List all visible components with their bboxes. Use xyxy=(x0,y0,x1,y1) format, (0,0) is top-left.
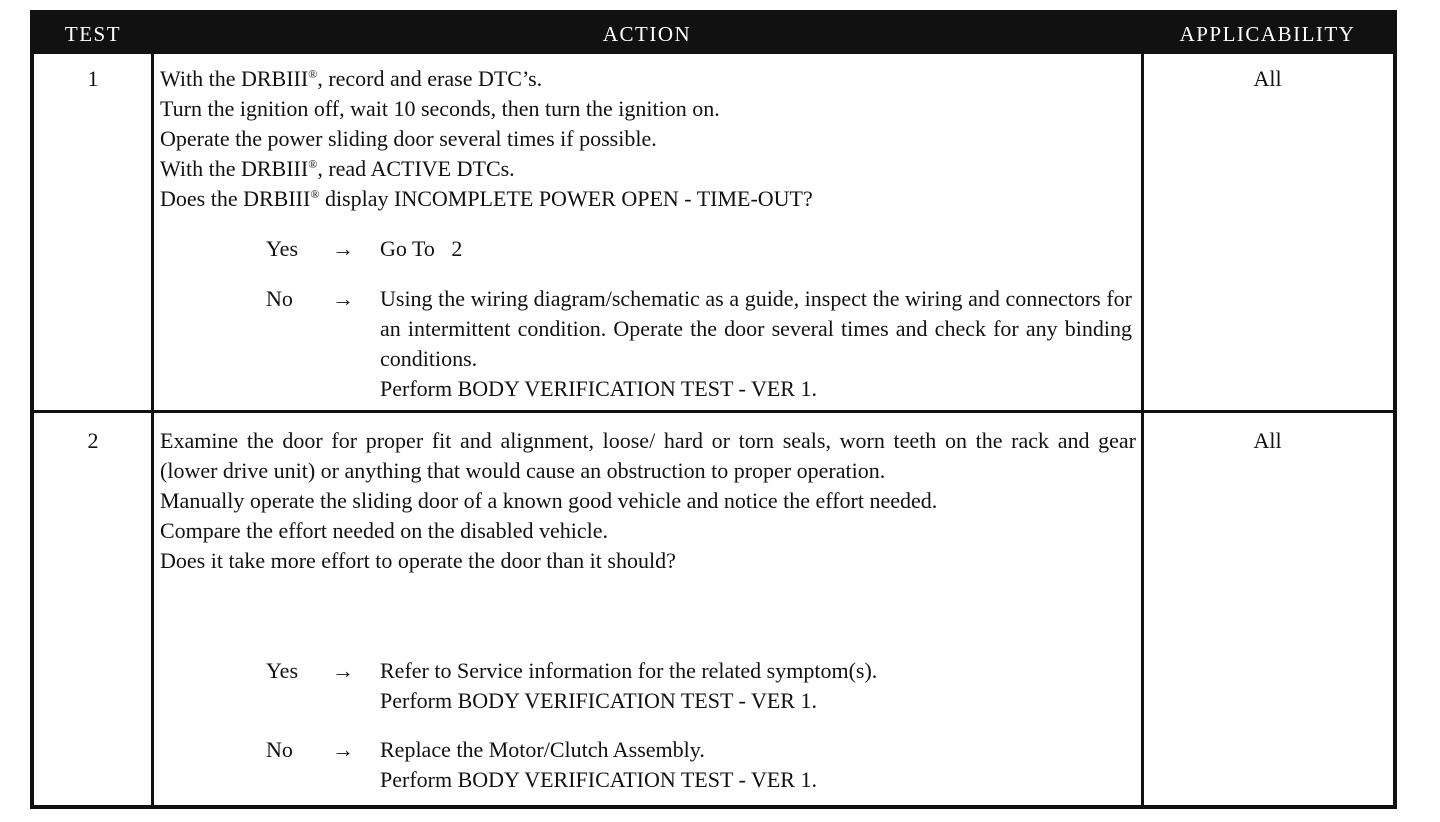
test-number-2: 2 xyxy=(87,428,99,453)
table-header xyxy=(34,14,1393,54)
step: Operate the power sliding door several times if possible. xyxy=(160,126,657,151)
no-action-text: Using the wiring diagram/schematic as a guide, inspect the wiring and connectors for an intermittent condition. Operate the door several times and check for any binding conditions. xyxy=(380,286,1132,371)
step-question: Does the DRBIII® display INCOMPLETE POWER OPEN - TIME-OUT? xyxy=(160,186,813,211)
arrow-icon: → xyxy=(332,286,354,311)
yes-label: Yes xyxy=(266,658,299,683)
arrow-icon: → xyxy=(332,737,354,762)
arrow-icon: → xyxy=(332,236,354,261)
yes-action: Go To 2 xyxy=(380,236,463,261)
test-1-steps xyxy=(160,64,1136,214)
diagnostic-test-table xyxy=(30,10,1397,809)
test-2-steps xyxy=(160,426,1136,576)
applicability-1: All xyxy=(1253,66,1282,91)
no-label: No xyxy=(266,286,293,311)
no-action-verify: Perform BODY VERIFICATION TEST - VER 1. xyxy=(380,376,817,401)
yes-action-text: Refer to Service information for the related symptom(s). xyxy=(380,658,878,683)
no-action xyxy=(380,284,1132,404)
step: Compare the effort needed on the disabled vehicle. xyxy=(160,518,608,543)
step: Manually operate the sliding door of a known good vehicle and notice the effort needed. xyxy=(160,488,938,513)
step: With the DRBIII®, read ACTIVE DTCs. xyxy=(160,156,515,181)
step-question: Does it take more effort to operate the door than it should? xyxy=(160,548,676,573)
no-label: No xyxy=(266,737,293,762)
applicability-2: All xyxy=(1253,428,1282,453)
yes-action-verify: Perform BODY VERIFICATION TEST - VER 1. xyxy=(380,688,817,713)
no-action xyxy=(380,735,1132,795)
arrow-icon: → xyxy=(332,658,354,683)
no-action-verify: Perform BODY VERIFICATION TEST - VER 1. xyxy=(380,767,817,792)
row-divider xyxy=(34,410,1393,413)
step: With the DRBIII®, record and erase DTC’s. xyxy=(160,66,543,91)
yes-label: Yes xyxy=(266,236,299,261)
header-test: TEST xyxy=(64,22,122,46)
test-number-1: 1 xyxy=(87,66,99,91)
header-applicability: APPLICABILITY xyxy=(1179,22,1356,46)
step: Examine the door for proper fit and alignment, loose/ hard or torn seals, worn teeth on the rack and gear (lower drive unit) or anything that would cause an obstruction to proper operation. xyxy=(160,428,1136,483)
step: Turn the ignition off, wait 10 seconds, then turn the ignition on. xyxy=(160,96,720,121)
no-action-text: Replace the Motor/Clutch Assembly. xyxy=(380,737,705,762)
yes-action xyxy=(380,656,1132,716)
header-action: ACTION xyxy=(602,22,692,46)
